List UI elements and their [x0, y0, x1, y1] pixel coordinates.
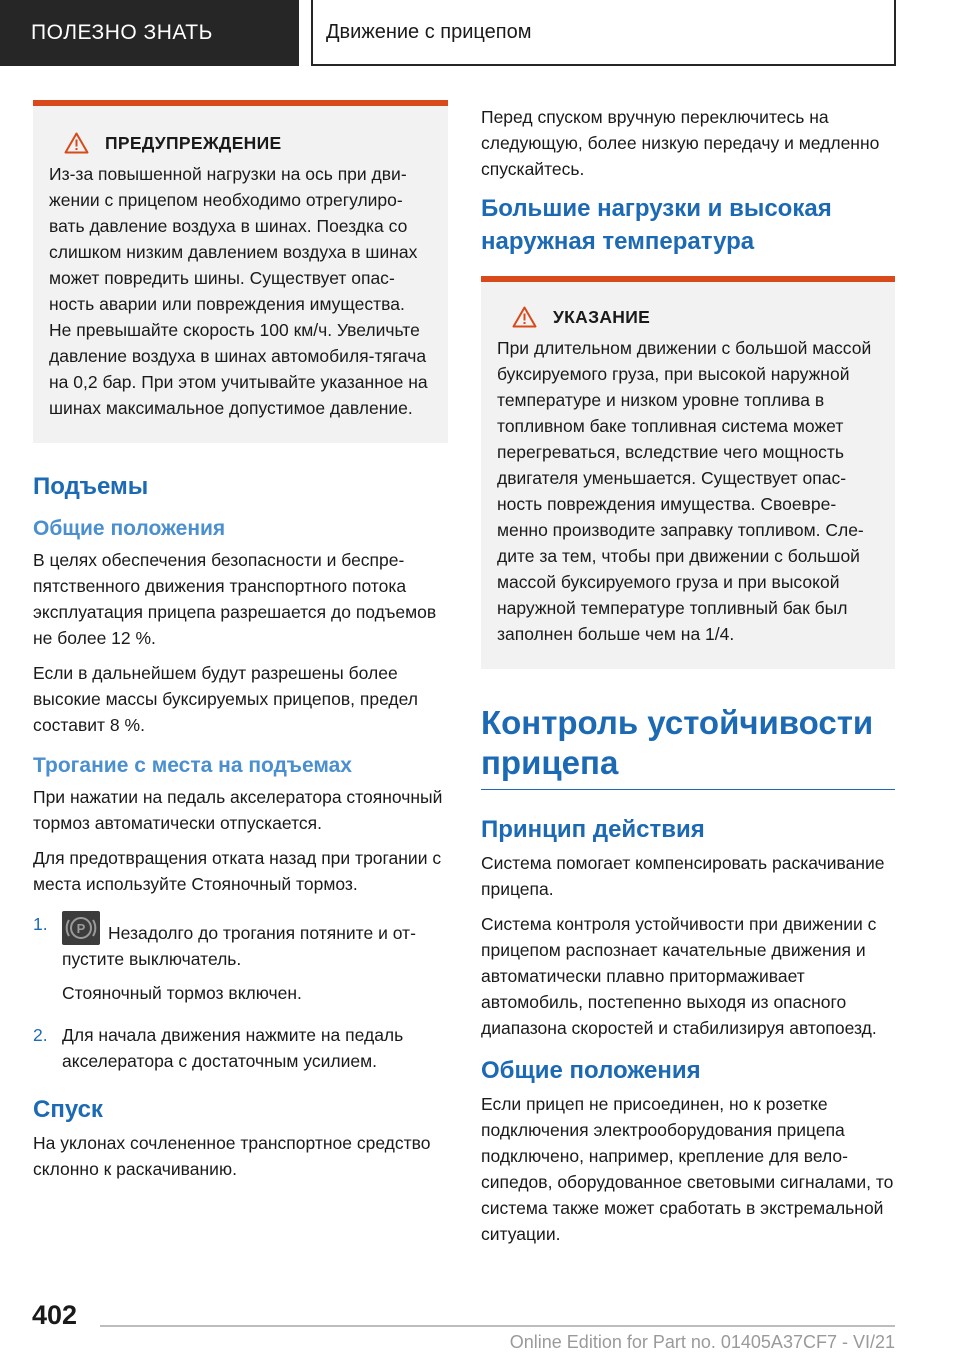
heading-tsc-block — [481, 703, 895, 790]
step-number: 2. — [33, 1025, 48, 1045]
heading-start-on-slope: Трогание с места на подъемах — [33, 754, 352, 777]
page-header — [0, 0, 960, 66]
note-box — [481, 276, 895, 669]
note-title: УКАЗАНИЕ — [553, 306, 651, 327]
heading-slopes: Подъемы — [33, 473, 149, 500]
paragraph-system: Система контроля устойчивости при движении с прицепом распознает качательные движения и автоматически плавно притормаживает автомобиль, постепенно выходя из опасного диапазона скоростей и стабилизируя автопоезд. — [481, 914, 877, 1038]
warning-triangle-icon — [64, 132, 89, 154]
step-number: 1. — [33, 914, 48, 934]
heading-principle: Принцип действия — [481, 816, 705, 843]
heading-trailer-stability: Контроль устойчивости прицепа — [481, 704, 874, 781]
paragraph-descent: На уклонах сочлененное транспортное средство склонно к раскачиванию. — [33, 1133, 431, 1179]
step-subtext: Стояночный тормоз включен. — [62, 983, 302, 1003]
page-footer — [0, 1290, 960, 1362]
paragraph-accelerator: При нажатии на педаль акселератора стояночный тормоз автоматически отпускается. — [33, 787, 443, 833]
paragraph-slopes-higher: Если в дальнейшем будут разрешены более высокие массы буксируемых прицепов, предел составит 8 %. — [33, 663, 418, 735]
heading-general-left: Общие положения — [33, 517, 226, 540]
paragraph-compensate: Система помогает компенсировать раскачивание прицепа. — [481, 853, 885, 899]
warning-title: ПРЕДУПРЕЖДЕНИЕ — [105, 132, 282, 153]
heading-descent: Спуск — [33, 1096, 103, 1123]
warning-text: Из-за повышенной нагрузки на ось при движении с прицепом необходимо отрегулировать давление воздуха в шинах. Поездка со слишком низким давлением воздуха в шинах может повредить шины. Существует опасность аварии или повреждения имущества. Не превышайте скорость 100 км/ч. Увеличьте давление воздуха в шинах автомобиля-тягача на 0,2 бар. При этом учитывайте указанное на шинах максимальное допустимое давление. — [49, 164, 428, 418]
heading-general-right: Общие положения — [481, 1057, 701, 1084]
warning-triangle-icon — [512, 306, 537, 328]
page-number: 402 — [32, 1300, 78, 1330]
warning-box — [33, 100, 448, 443]
step-2 — [33, 1022, 448, 1074]
left-column — [33, 100, 448, 1191]
paragraph-slopes-limit: В целях обеспечения безопасности и беспрепятственного движения транспортного потока эксплуатация прицепа разрешается до подъемов не более 12 %. — [33, 550, 437, 648]
step-text-content: Незадолго до трогания потяните и отпустите выключатель. — [62, 923, 416, 969]
step-text — [62, 911, 448, 972]
section-tab: ПОЛЕЗНО ЗНАТЬ — [0, 0, 299, 66]
chapter-title: Движение с прицепом — [311, 0, 896, 66]
right-column — [481, 104, 895, 1256]
paragraph-rollback: Для предотвращения отката назад при трогании с места используйте Стояночный тормоз. — [33, 848, 442, 894]
step-1 — [33, 911, 448, 1014]
note-text: При длительном движении с большой массой буксируемого груза, при высокой наружной температуре и низком уровне топлива в топливном баке топливная система может перегреваться, вследствие чего мощность двигателя уменьшается. Существует опасность повреждения имущества. Своевременно производите заправку топливом. Следите за тем, чтобы при движении с большой массой буксируемого груза и при высокой наружной температуре топливный бак был заполнен больше чем на 1/4. — [497, 338, 872, 644]
warning-header — [49, 132, 432, 154]
parking-brake-icon — [62, 911, 100, 945]
heading-high-loads: Большие нагрузки и высокая наружная температура — [481, 195, 832, 255]
edition-text: Online Edition for Part no. 01405A37CF7 - VI/21 — [509, 1332, 895, 1352]
paragraph-downshift: Перед спуском вручную переключитесь на следующую, более низкую передачу и медленно спускайтесь. — [481, 107, 880, 179]
footer-rule — [100, 1325, 895, 1327]
paragraph-no-trailer: Если прицеп не присоединен, но к розетке подключения электрооборудования прицепа подключено, например, крепление для велосипедов, оборудованное световыми сигналами, то система также может сработать в экстремальной ситуации. — [481, 1094, 894, 1244]
svg-text:P: P — [76, 921, 86, 936]
step-text: Для начала движения нажмите на педаль акселератора с достаточным усилием. — [62, 1025, 404, 1071]
note-header — [497, 306, 879, 328]
